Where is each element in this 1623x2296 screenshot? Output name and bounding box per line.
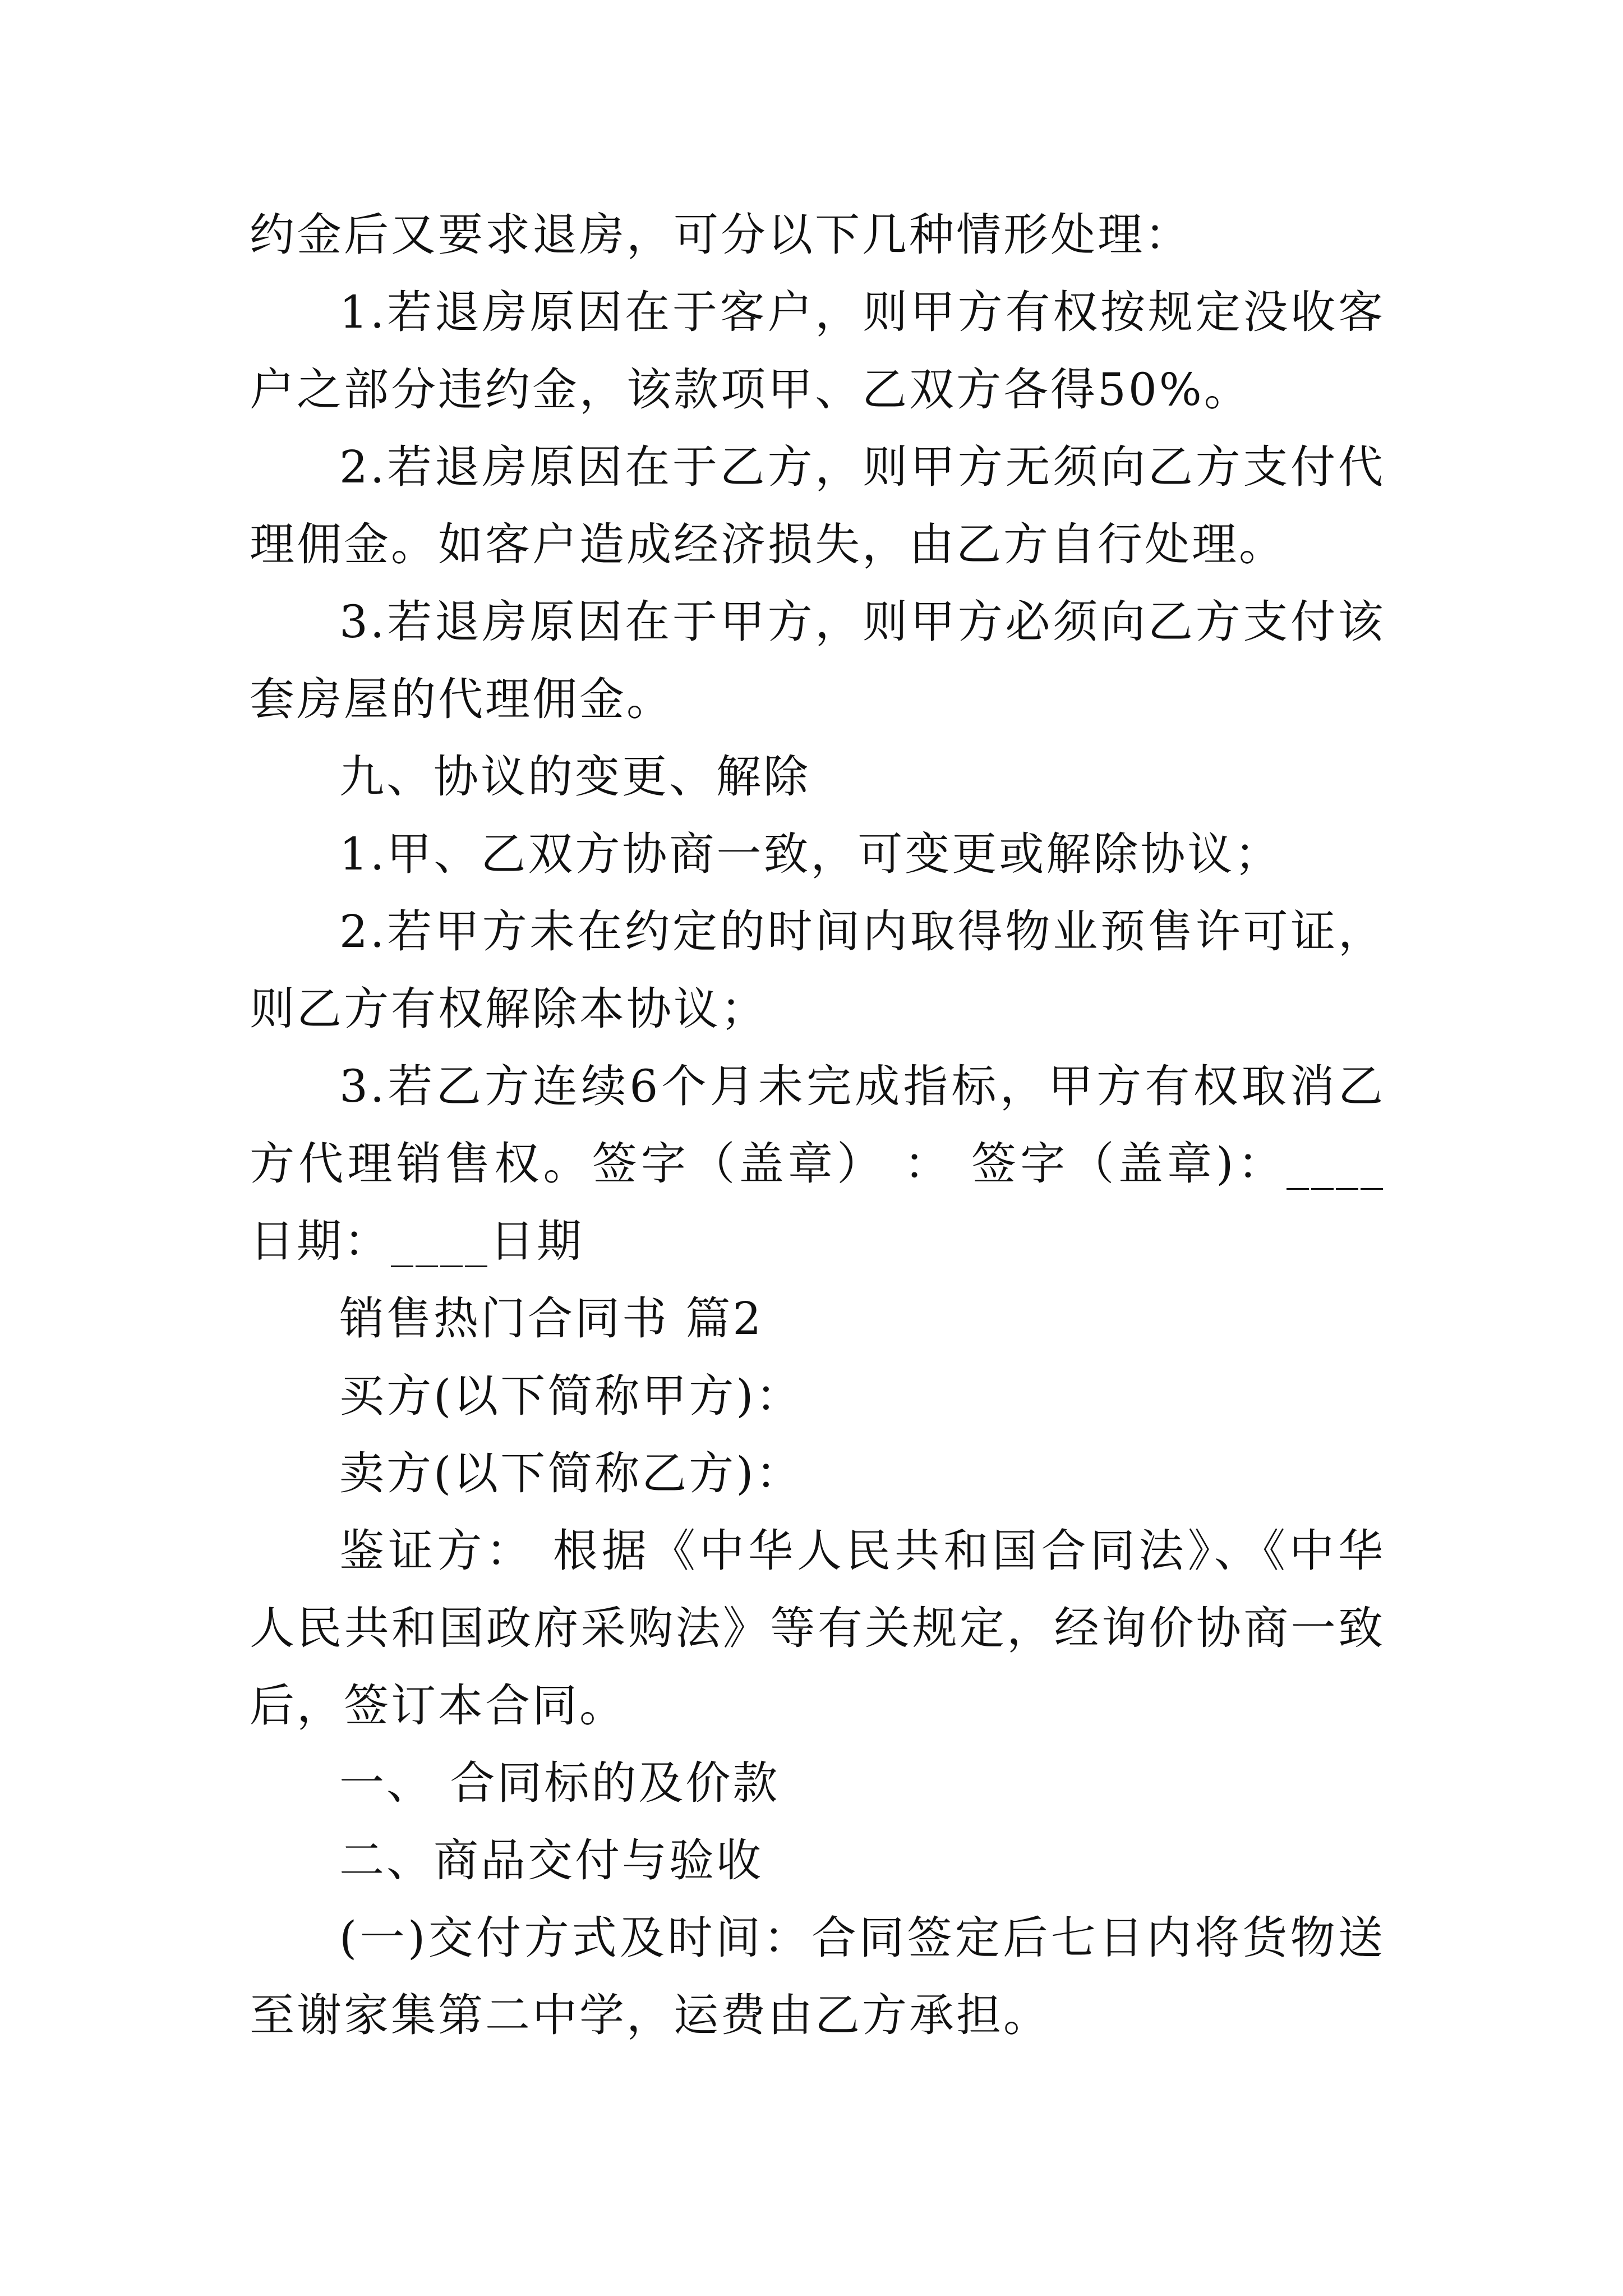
party-buyer-line: 买方(以下简称甲方)： [339,1370,803,1422]
document-body [250,196,1385,2054]
paragraph-delivery-method: (一)交付方式及时间：合同签定后七日内将货物送至谢家集第二中学，运费由乙方承担。 [250,1912,1385,2041]
section-heading-delivery-acceptance: 二、商品交付与验收 [339,1834,763,1887]
contract-title-part-2: 销售热门合同书 篇2 [339,1292,764,1345]
paragraph-refund-party-a: 3.若退房原因在于甲方，则甲方必须向乙方支付该套房屋的代理佣金。 [250,596,1385,725]
paragraph-refund-intro: 约金后又要求退房，可分以下几种情形处理： [250,209,1192,261]
paragraph-refund-customer: 1.若退房原因在于客户，则甲方有权按规定没收客户之部分违约金，该款项甲、乙双方各得50%。 [250,286,1385,416]
paragraph-witness-basis: 鉴证方： 根据《中华人民共和国合同法》、《中华人民共和国政府采购法》等有关规定，经询价协商一致后，签订本合同。 [250,1525,1385,1732]
paragraph-change-targets-signature: 3.若乙方连续6个月未完成指标，甲方有权取消乙方代理销售权。签字（盖章） ： 签字（盖章)：____日期：____日期 [250,1060,1385,1267]
section-heading-subject-price: 一、 合同标的及价款 [339,1757,780,1809]
party-seller-line: 卖方(以下简称乙方)： [339,1447,803,1499]
paragraph-change-presale-permit: 2.若甲方未在约定的时间内取得物业预售许可证，则乙方有权解除本协议； [250,905,1385,1035]
section-heading-agreement-change: 九、协议的变更、解除 [339,751,810,803]
paragraph-refund-party-b: 2.若退房原因在于乙方，则甲方无须向乙方支付代理佣金。如客户造成经济损失，由乙方自行处理。 [250,441,1385,570]
paragraph-change-mutual: 1.甲、乙双方协商一致，可变更或解除协议； [339,828,1282,880]
